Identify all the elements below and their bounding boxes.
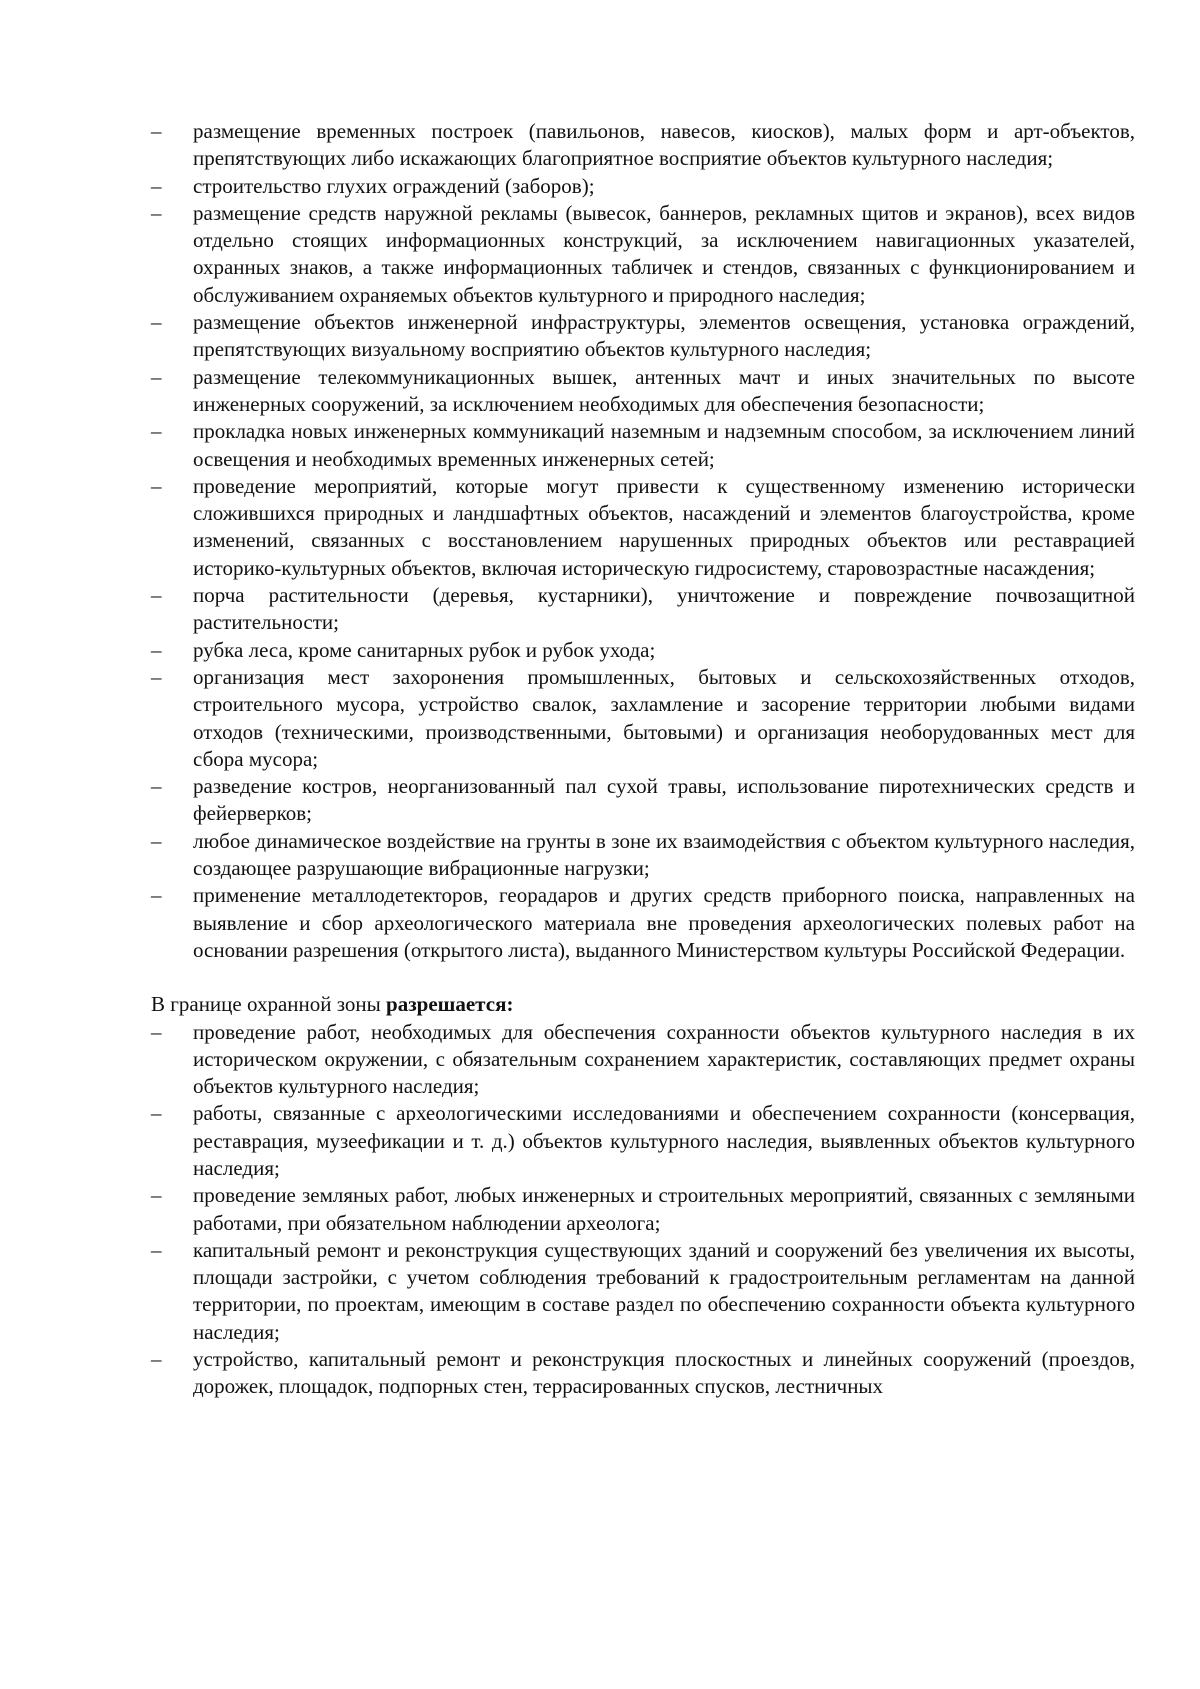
list-item	[151, 1182, 1135, 1237]
list-item	[151, 200, 1135, 309]
list-item	[151, 637, 1135, 664]
bullet-dash: –	[151, 1101, 162, 1126]
section-heading-emphasis: разрешается:	[386, 992, 514, 1017]
list-item	[151, 664, 1135, 773]
list-item	[151, 1100, 1135, 1182]
list-item	[151, 173, 1135, 200]
bullet-dash: –	[151, 1237, 162, 1262]
list-item-text: капитальный ремонт и реконструкция существующих зданий и сооружений без увеличения их высоты, площади застройки, с учетом соблюдения требований к градостроительным регламентам на данной территории, по проектам, имеющим в составе раздел по обеспечению сохранности объекта культурного наследия;	[193, 1237, 1135, 1344]
section-heading-lead: В границе охранной зоны	[151, 992, 387, 1017]
bullet-dash: –	[151, 473, 162, 498]
bullet-dash: –	[151, 173, 162, 198]
list-item-text: организация мест захоронения промышленных, бытовых и сельскохозяйственных отходов, строительного мусора, устройство свалок, захламление и засорение территории любыми видами отходов (техническими, производственными, бытовыми) и организация необорудованных мест для сбора мусора;	[193, 664, 1135, 771]
bullet-dash: –	[151, 1183, 162, 1208]
bullet-dash: –	[151, 583, 162, 608]
list-item-text: проведение мероприятий, которые могут привести к существенному изменению исторически сложившихся природных и ландшафтных объектов, насаждений и элементов благоустройства, кроме изменений, связанных с восстановлением нарушенных природных объектов или реставрацией историко-культурных объектов, включая историческую гидросистему, старовозрастные насаждения;	[193, 473, 1135, 580]
list-item	[151, 118, 1135, 173]
list-item-text: рубка леса, кроме санитарных рубок и рубок ухода;	[193, 637, 656, 662]
list-item-text: размещение временных построек (павильонов, навесов, киосков), малых форм и арт-объектов, препятствующих либо искажающих благоприятное восприятие объектов культурного наследия;	[193, 119, 1135, 171]
bullet-dash: –	[151, 883, 162, 908]
bullet-dash: –	[151, 664, 162, 689]
prohibited-list	[151, 118, 1135, 964]
list-item-text: прокладка новых инженерных коммуникаций наземным и надземным способом, за исключением линий освещения и необходимых временных инженерных сетей;	[193, 419, 1135, 471]
list-item	[151, 1346, 1135, 1401]
list-item-text: размещение телекоммуникационных вышек, антенных мачт и иных значительных по высоте инженерных сооружений, за исключением необходимых для обеспечения безопасности;	[193, 364, 1135, 416]
list-item-text: устройство, капитальный ремонт и реконструкция плоскостных и линейных сооружений (проездов, дорожек, площадок, подпорных стен, террасированных спусков, лестничных	[193, 1347, 1135, 1399]
bullet-dash: –	[151, 774, 162, 799]
list-item	[151, 473, 1135, 582]
list-item	[151, 1237, 1135, 1346]
bullet-dash: –	[151, 1019, 162, 1044]
list-item	[151, 1019, 1135, 1101]
list-item	[151, 364, 1135, 419]
list-item	[151, 828, 1135, 883]
list-item-text: строительство глухих ограждений (заборов);	[193, 173, 595, 198]
section-heading	[151, 991, 1135, 1018]
list-item	[151, 309, 1135, 364]
bullet-dash: –	[151, 419, 162, 444]
document-body	[151, 118, 1135, 1401]
bullet-dash: –	[151, 119, 162, 143]
list-item-text: размещение средств наружной рекламы (вывесок, баннеров, рекламных щитов и экранов), всех видов отдельно стоящих информационных конструкций, за исключением навигационных указателей, охранных знаков, а также информационных табличек и стендов, связанных с функционированием и обслуживанием охраняемых объектов культурного и природного наследия;	[193, 200, 1135, 307]
list-item	[151, 773, 1135, 828]
bullet-dash: –	[151, 1347, 162, 1372]
list-item-text: любое динамическое воздействие на грунты в зоне их взаимодействия с объектом культурного наследия, создающее разрушающие вибрационные нагрузки;	[193, 828, 1135, 881]
list-item-text: разведение костров, неорганизованный пал сухой травы, использование пиротехнических средств и фейерверков;	[193, 774, 1135, 826]
bullet-dash: –	[151, 200, 162, 225]
permitted-list	[151, 1019, 1135, 1401]
list-item-text: размещение объектов инженерной инфраструктуры, элементов освещения, установка ограждений, препятствующих визуальному восприятию объектов культурного наследия;	[193, 310, 1135, 362]
list-item	[151, 418, 1135, 473]
bullet-dash: –	[151, 828, 162, 853]
list-item-text: проведение земляных работ, любых инженерных и строительных мероприятий, связанных с земляными работами, при обязательном наблюдении археолога;	[193, 1183, 1135, 1235]
list-item-text: порча растительности (деревья, кустарники), уничтожение и повреждение почвозащитной растительности;	[193, 583, 1135, 635]
list-item	[151, 582, 1135, 637]
list-item-text: проведение работ, необходимых для обеспечения сохранности объектов культурного наследия в их историческом окружении, с обязательным сохранением характеристик, составляющих предмет охраны объектов культурного наследия;	[193, 1019, 1135, 1099]
bullet-dash: –	[151, 637, 162, 662]
bullet-dash: –	[151, 364, 162, 389]
list-item-text: применение металлодетекторов, георадаров и других средств приборного поиска, направленных на выявление и сбор археологического материала вне проведения археологических полевых работ на основании разрешения (открытого листа), выданного Министерством культуры Российской Федерации.	[193, 883, 1135, 962]
list-item-text: работы, связанные с археологическими исследованиями и обеспечением сохранности (консервация, реставрация, музеефикации и т. д.) объектов культурного наследия, выявленных объектов культурного наследия;	[193, 1101, 1135, 1180]
list-item	[151, 882, 1135, 964]
bullet-dash: –	[151, 310, 162, 335]
